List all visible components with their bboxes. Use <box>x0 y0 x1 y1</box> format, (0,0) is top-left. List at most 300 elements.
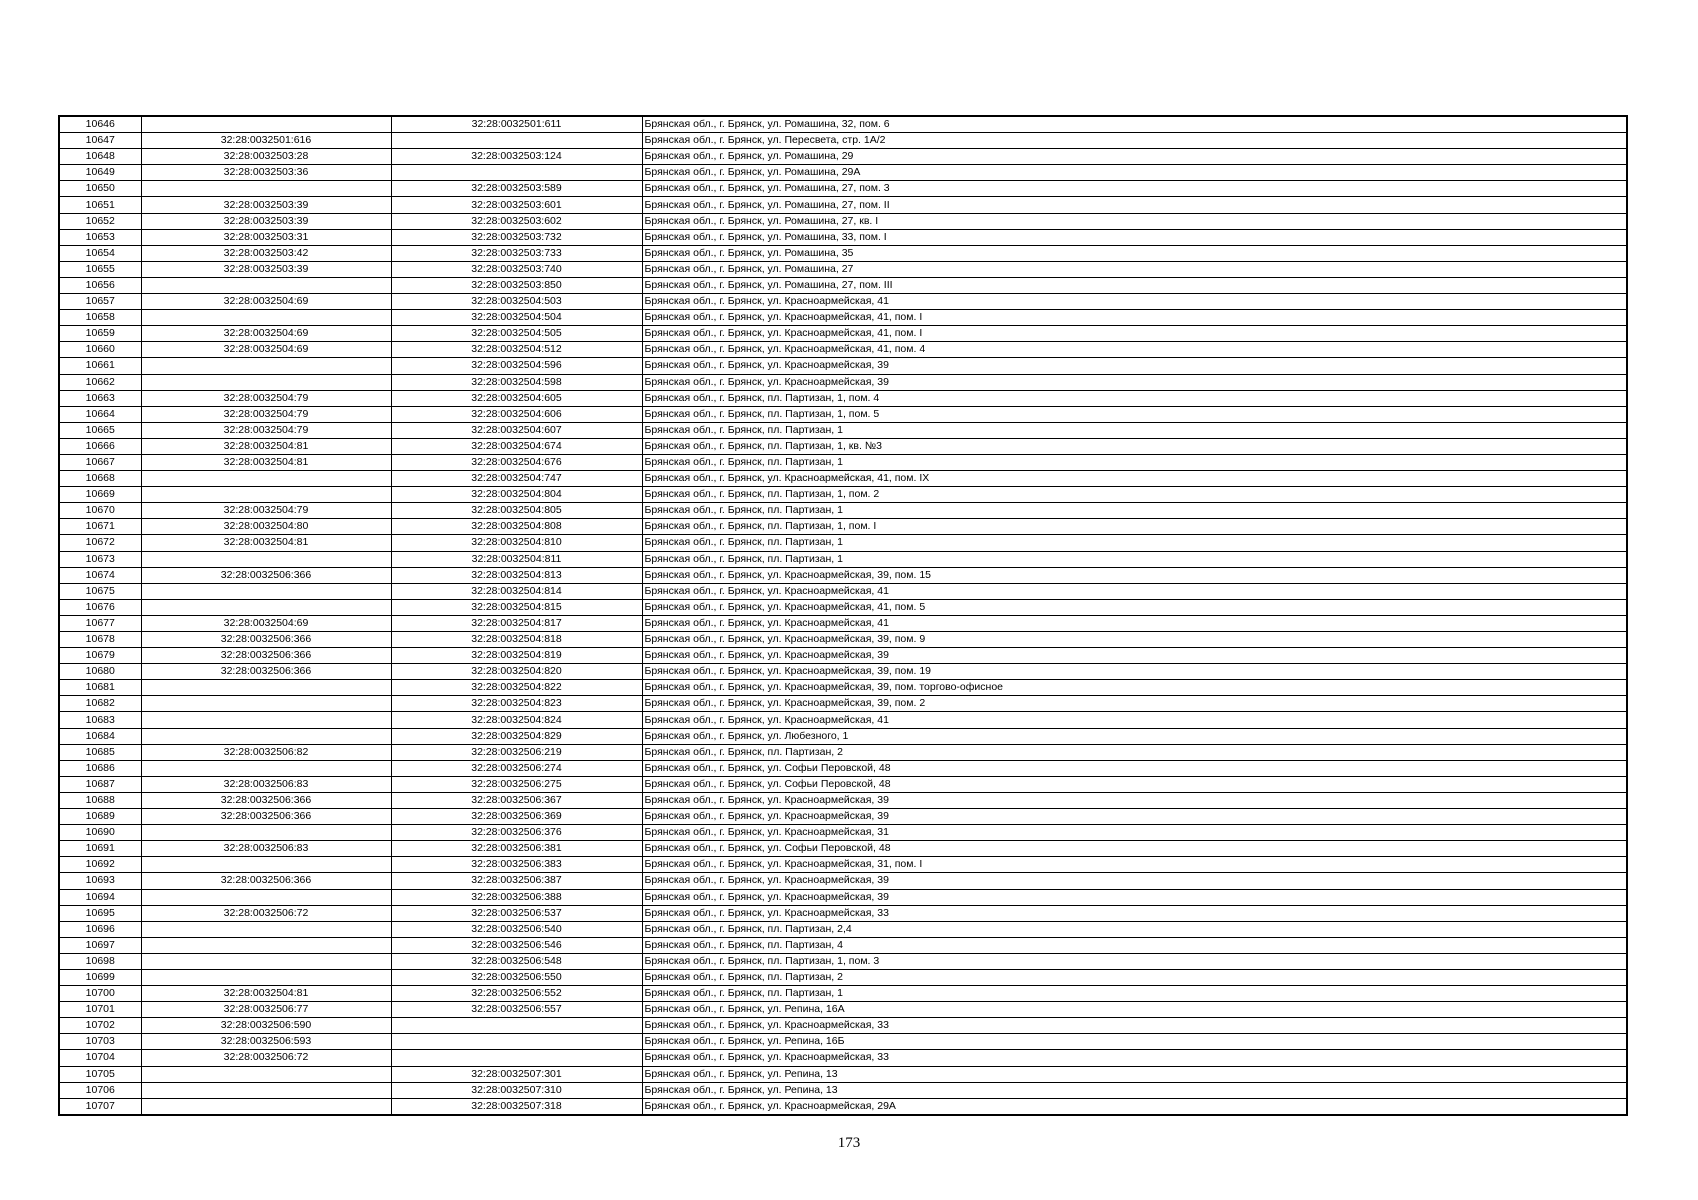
land-cadastral-number-cell <box>141 969 391 985</box>
object-cadastral-number-cell: 32:28:0032504:598 <box>391 374 642 390</box>
land-cadastral-number-cell: 32:28:0032506:366 <box>141 648 391 664</box>
object-cadastral-number-cell: 32:28:0032504:504 <box>391 310 642 326</box>
address-cell: Брянская обл., г. Брянск, ул. Софьи Перовской, 48 <box>642 841 1627 857</box>
table-row <box>59 857 1627 873</box>
row-number-cell: 10667 <box>59 454 141 470</box>
row-number-cell: 10694 <box>59 889 141 905</box>
table-row <box>59 1002 1627 1018</box>
row-number-cell: 10663 <box>59 390 141 406</box>
object-cadastral-number-cell: 32:28:0032506:383 <box>391 857 642 873</box>
object-cadastral-number-cell: 32:28:0032503:589 <box>391 181 642 197</box>
address-cell: Брянская обл., г. Брянск, ул. Ромашина, 27, кв. I <box>642 213 1627 229</box>
registry-table-body <box>59 116 1627 1115</box>
address-cell: Брянская обл., г. Брянск, ул. Репина, 13 <box>642 1082 1627 1098</box>
address-cell: Брянская обл., г. Брянск, пл. Партизан, 2,4 <box>642 921 1627 937</box>
table-row <box>59 245 1627 261</box>
object-cadastral-number-cell: 32:28:0032504:817 <box>391 615 642 631</box>
address-cell: Брянская обл., г. Брянск, ул. Красноармейская, 41, пом. 4 <box>642 342 1627 358</box>
land-cadastral-number-cell: 32:28:0032504:69 <box>141 326 391 342</box>
land-cadastral-number-cell: 32:28:0032501:616 <box>141 133 391 149</box>
row-number-cell: 10675 <box>59 583 141 599</box>
object-cadastral-number-cell: 32:28:0032503:602 <box>391 213 642 229</box>
object-cadastral-number-cell: 32:28:0032504:606 <box>391 406 642 422</box>
object-cadastral-number-cell <box>391 1050 642 1066</box>
land-cadastral-number-cell <box>141 116 391 133</box>
address-cell: Брянская обл., г. Брянск, пл. Партизан, 1, пом. 2 <box>642 487 1627 503</box>
row-number-cell: 10696 <box>59 921 141 937</box>
row-number-cell: 10685 <box>59 744 141 760</box>
object-cadastral-number-cell: 32:28:0032504:674 <box>391 438 642 454</box>
address-cell: Брянская обл., г. Брянск, ул. Красноармейская, 39 <box>642 648 1627 664</box>
table-row <box>59 149 1627 165</box>
table-row <box>59 599 1627 615</box>
address-cell: Брянская обл., г. Брянск, ул. Софьи Перовской, 48 <box>642 776 1627 792</box>
address-cell: Брянская обл., г. Брянск, ул. Красноармейская, 31 <box>642 825 1627 841</box>
row-number-cell: 10646 <box>59 116 141 133</box>
table-row <box>59 213 1627 229</box>
table-row <box>59 986 1627 1002</box>
land-cadastral-number-cell <box>141 953 391 969</box>
object-cadastral-number-cell: 32:28:0032504:503 <box>391 294 642 310</box>
table-row <box>59 889 1627 905</box>
address-cell: Брянская обл., г. Брянск, пл. Партизан, 1, пом. I <box>642 519 1627 535</box>
table-row <box>59 937 1627 953</box>
land-cadastral-number-cell <box>141 551 391 567</box>
land-cadastral-number-cell <box>141 583 391 599</box>
object-cadastral-number-cell: 32:28:0032506:537 <box>391 905 642 921</box>
row-number-cell: 10671 <box>59 519 141 535</box>
row-number-cell: 10670 <box>59 503 141 519</box>
row-number-cell: 10697 <box>59 937 141 953</box>
address-cell: Брянская обл., г. Брянск, ул. Красноармейская, 39, пом. 19 <box>642 664 1627 680</box>
table-row <box>59 712 1627 728</box>
row-number-cell: 10651 <box>59 197 141 213</box>
object-cadastral-number-cell: 32:28:0032506:557 <box>391 1002 642 1018</box>
table-row <box>59 921 1627 937</box>
land-cadastral-number-cell <box>141 1098 391 1115</box>
address-cell: Брянская обл., г. Брянск, ул. Красноармейская, 39 <box>642 809 1627 825</box>
object-cadastral-number-cell: 32:28:0032504:813 <box>391 567 642 583</box>
row-number-cell: 10704 <box>59 1050 141 1066</box>
row-number-cell: 10707 <box>59 1098 141 1115</box>
address-cell: Брянская обл., г. Брянск, ул. Ромашина, 27 <box>642 261 1627 277</box>
row-number-cell: 10649 <box>59 165 141 181</box>
address-cell: Брянская обл., г. Брянск, пл. Партизан, 2 <box>642 969 1627 985</box>
object-cadastral-number-cell: 32:28:0032503:733 <box>391 245 642 261</box>
address-cell: Брянская обл., г. Брянск, ул. Красноармейская, 39, пом. 2 <box>642 696 1627 712</box>
address-cell: Брянская обл., г. Брянск, ул. Красноармейская, 33 <box>642 1050 1627 1066</box>
row-number-cell: 10660 <box>59 342 141 358</box>
table-row <box>59 648 1627 664</box>
address-cell: Брянская обл., г. Брянск, пл. Партизан, 4 <box>642 937 1627 953</box>
table-row <box>59 294 1627 310</box>
address-cell: Брянская обл., г. Брянск, ул. Ромашина, 35 <box>642 245 1627 261</box>
table-row <box>59 1098 1627 1115</box>
address-cell: Брянская обл., г. Брянск, ул. Ромашина, 29 <box>642 149 1627 165</box>
land-cadastral-number-cell: 32:28:0032506:366 <box>141 792 391 808</box>
table-row <box>59 696 1627 712</box>
table-row <box>59 567 1627 583</box>
address-cell: Брянская обл., г. Брянск, ул. Ромашина, 27, пом. 3 <box>642 181 1627 197</box>
table-row <box>59 503 1627 519</box>
land-cadastral-number-cell: 32:28:0032506:77 <box>141 1002 391 1018</box>
table-row <box>59 454 1627 470</box>
table-row <box>59 632 1627 648</box>
row-number-cell: 10659 <box>59 326 141 342</box>
address-cell: Брянская обл., г. Брянск, ул. Ромашина, 32, пом. 6 <box>642 116 1627 133</box>
row-number-cell: 10703 <box>59 1034 141 1050</box>
land-cadastral-number-cell <box>141 857 391 873</box>
address-cell: Брянская обл., г. Брянск, пл. Партизан, 1 <box>642 422 1627 438</box>
row-number-cell: 10687 <box>59 776 141 792</box>
row-number-cell: 10658 <box>59 310 141 326</box>
object-cadastral-number-cell: 32:28:0032504:811 <box>391 551 642 567</box>
land-cadastral-number-cell: 32:28:0032506:82 <box>141 744 391 760</box>
row-number-cell: 10690 <box>59 825 141 841</box>
land-cadastral-number-cell <box>141 1066 391 1082</box>
registry-table <box>58 115 1628 1116</box>
table-row <box>59 116 1627 133</box>
row-number-cell: 10679 <box>59 648 141 664</box>
land-cadastral-number-cell: 32:28:0032506:366 <box>141 809 391 825</box>
land-cadastral-number-cell <box>141 487 391 503</box>
row-number-cell: 10664 <box>59 406 141 422</box>
land-cadastral-number-cell <box>141 471 391 487</box>
land-cadastral-number-cell: 32:28:0032504:79 <box>141 503 391 519</box>
row-number-cell: 10648 <box>59 149 141 165</box>
land-cadastral-number-cell <box>141 599 391 615</box>
row-number-cell: 10662 <box>59 374 141 390</box>
land-cadastral-number-cell: 32:28:0032506:72 <box>141 905 391 921</box>
object-cadastral-number-cell: 32:28:0032506:550 <box>391 969 642 985</box>
address-cell: Брянская обл., г. Брянск, пл. Партизан, 1, пом. 4 <box>642 390 1627 406</box>
land-cadastral-number-cell: 32:28:0032503:36 <box>141 165 391 181</box>
table-row <box>59 664 1627 680</box>
land-cadastral-number-cell <box>141 937 391 953</box>
land-cadastral-number-cell: 32:28:0032503:42 <box>141 245 391 261</box>
page-number: 173 <box>837 1135 861 1151</box>
table-row <box>59 809 1627 825</box>
row-number-cell: 10652 <box>59 213 141 229</box>
object-cadastral-number-cell: 32:28:0032504:814 <box>391 583 642 599</box>
object-cadastral-number-cell: 32:28:0032504:819 <box>391 648 642 664</box>
land-cadastral-number-cell: 32:28:0032504:69 <box>141 615 391 631</box>
object-cadastral-number-cell: 32:28:0032504:805 <box>391 503 642 519</box>
row-number-cell: 10695 <box>59 905 141 921</box>
table-row <box>59 1034 1627 1050</box>
row-number-cell: 10705 <box>59 1066 141 1082</box>
object-cadastral-number-cell: 32:28:0032507:310 <box>391 1082 642 1098</box>
row-number-cell: 10681 <box>59 680 141 696</box>
row-number-cell: 10706 <box>59 1082 141 1098</box>
row-number-cell: 10674 <box>59 567 141 583</box>
object-cadastral-number-cell: 32:28:0032506:546 <box>391 937 642 953</box>
land-cadastral-number-cell <box>141 921 391 937</box>
land-cadastral-number-cell: 32:28:0032506:366 <box>141 664 391 680</box>
object-cadastral-number-cell: 32:28:0032507:301 <box>391 1066 642 1082</box>
row-number-cell: 10701 <box>59 1002 141 1018</box>
address-cell: Брянская обл., г. Брянск, ул. Репина, 16Б <box>642 1034 1627 1050</box>
row-number-cell: 10680 <box>59 664 141 680</box>
address-cell: Брянская обл., г. Брянск, ул. Красноармейская, 33 <box>642 1018 1627 1034</box>
land-cadastral-number-cell <box>141 825 391 841</box>
row-number-cell: 10684 <box>59 728 141 744</box>
object-cadastral-number-cell <box>391 1034 642 1050</box>
land-cadastral-number-cell: 32:28:0032506:72 <box>141 1050 391 1066</box>
address-cell: Брянская обл., г. Брянск, ул. Красноармейская, 41 <box>642 294 1627 310</box>
table-row <box>59 197 1627 213</box>
table-row <box>59 760 1627 776</box>
object-cadastral-number-cell <box>391 165 642 181</box>
table-row <box>59 1082 1627 1098</box>
table-row <box>59 776 1627 792</box>
object-cadastral-number-cell: 32:28:0032506:275 <box>391 776 642 792</box>
land-cadastral-number-cell: 32:28:0032504:79 <box>141 406 391 422</box>
object-cadastral-number-cell: 32:28:0032506:540 <box>391 921 642 937</box>
table-row <box>59 487 1627 503</box>
object-cadastral-number-cell: 32:28:0032506:274 <box>391 760 642 776</box>
land-cadastral-number-cell: 32:28:0032506:83 <box>141 841 391 857</box>
land-cadastral-number-cell: 32:28:0032503:39 <box>141 197 391 213</box>
object-cadastral-number-cell: 32:28:0032504:605 <box>391 390 642 406</box>
address-cell: Брянская обл., г. Брянск, пл. Партизан, 1 <box>642 503 1627 519</box>
address-cell: Брянская обл., г. Брянск, ул. Красноармейская, 33 <box>642 905 1627 921</box>
object-cadastral-number-cell: 32:28:0032504:808 <box>391 519 642 535</box>
address-cell: Брянская обл., г. Брянск, ул. Красноармейская, 39 <box>642 792 1627 808</box>
address-cell: Брянская обл., г. Брянск, ул. Красноармейская, 39, пом. 15 <box>642 567 1627 583</box>
table-row <box>59 422 1627 438</box>
row-number-cell: 10653 <box>59 229 141 245</box>
row-number-cell: 10647 <box>59 133 141 149</box>
row-number-cell: 10661 <box>59 358 141 374</box>
row-number-cell: 10702 <box>59 1018 141 1034</box>
table-row <box>59 615 1627 631</box>
object-cadastral-number-cell: 32:28:0032503:124 <box>391 149 642 165</box>
object-cadastral-number-cell: 32:28:0032503:740 <box>391 261 642 277</box>
row-number-cell: 10672 <box>59 535 141 551</box>
address-cell: Брянская обл., г. Брянск, ул. Красноармейская, 41 <box>642 583 1627 599</box>
row-number-cell: 10689 <box>59 809 141 825</box>
land-cadastral-number-cell: 32:28:0032504:69 <box>141 294 391 310</box>
land-cadastral-number-cell <box>141 889 391 905</box>
row-number-cell: 10683 <box>59 712 141 728</box>
land-cadastral-number-cell: 32:28:0032506:366 <box>141 632 391 648</box>
address-cell: Брянская обл., г. Брянск, ул. Ромашина, 29А <box>642 165 1627 181</box>
row-number-cell: 10656 <box>59 277 141 293</box>
table-row <box>59 342 1627 358</box>
table-row <box>59 1050 1627 1066</box>
address-cell: Брянская обл., г. Брянск, ул. Репина, 13 <box>642 1066 1627 1082</box>
table-row <box>59 583 1627 599</box>
address-cell: Брянская обл., г. Брянск, пл. Партизан, 1 <box>642 551 1627 567</box>
land-cadastral-number-cell: 32:28:0032504:81 <box>141 535 391 551</box>
land-cadastral-number-cell <box>141 760 391 776</box>
row-number-cell: 10692 <box>59 857 141 873</box>
row-number-cell: 10688 <box>59 792 141 808</box>
land-cadastral-number-cell: 32:28:0032506:593 <box>141 1034 391 1050</box>
table-row <box>59 181 1627 197</box>
land-cadastral-number-cell <box>141 680 391 696</box>
land-cadastral-number-cell <box>141 712 391 728</box>
address-cell: Брянская обл., г. Брянск, пл. Партизан, 1 <box>642 535 1627 551</box>
land-cadastral-number-cell: 32:28:0032504:80 <box>141 519 391 535</box>
table-row <box>59 1066 1627 1082</box>
table-row <box>59 519 1627 535</box>
row-number-cell: 10676 <box>59 599 141 615</box>
address-cell: Брянская обл., г. Брянск, ул. Красноармейская, 39, пом. торгово-офисное <box>642 680 1627 696</box>
land-cadastral-number-cell: 32:28:0032504:79 <box>141 390 391 406</box>
object-cadastral-number-cell: 32:28:0032504:512 <box>391 342 642 358</box>
object-cadastral-number-cell: 32:28:0032503:601 <box>391 197 642 213</box>
object-cadastral-number-cell <box>391 133 642 149</box>
object-cadastral-number-cell: 32:28:0032506:369 <box>391 809 642 825</box>
row-number-cell: 10655 <box>59 261 141 277</box>
row-number-cell: 10699 <box>59 969 141 985</box>
object-cadastral-number-cell: 32:28:0032504:823 <box>391 696 642 712</box>
object-cadastral-number-cell: 32:28:0032504:820 <box>391 664 642 680</box>
table-row <box>59 535 1627 551</box>
address-cell: Брянская обл., г. Брянск, пл. Партизан, 1, пом. 3 <box>642 953 1627 969</box>
table-row <box>59 310 1627 326</box>
row-number-cell: 10682 <box>59 696 141 712</box>
land-cadastral-number-cell: 32:28:0032503:39 <box>141 213 391 229</box>
row-number-cell: 10698 <box>59 953 141 969</box>
object-cadastral-number-cell: 32:28:0032504:596 <box>391 358 642 374</box>
object-cadastral-number-cell: 32:28:0032504:829 <box>391 728 642 744</box>
address-cell: Брянская обл., г. Брянск, ул. Любезного, 1 <box>642 728 1627 744</box>
land-cadastral-number-cell <box>141 277 391 293</box>
object-cadastral-number-cell: 32:28:0032504:815 <box>391 599 642 615</box>
table-row <box>59 1018 1627 1034</box>
object-cadastral-number-cell: 32:28:0032507:318 <box>391 1098 642 1115</box>
address-cell: Брянская обл., г. Брянск, ул. Красноармейская, 41 <box>642 712 1627 728</box>
land-cadastral-number-cell: 32:28:0032504:81 <box>141 438 391 454</box>
address-cell: Брянская обл., г. Брянск, пл. Партизан, 1 <box>642 986 1627 1002</box>
object-cadastral-number-cell: 32:28:0032506:388 <box>391 889 642 905</box>
address-cell: Брянская обл., г. Брянск, пл. Партизан, 2 <box>642 744 1627 760</box>
table-row <box>59 229 1627 245</box>
address-cell: Брянская обл., г. Брянск, ул. Ромашина, 33, пом. I <box>642 229 1627 245</box>
object-cadastral-number-cell: 32:28:0032504:810 <box>391 535 642 551</box>
address-cell: Брянская обл., г. Брянск, ул. Ромашина, 27, пом. III <box>642 277 1627 293</box>
row-number-cell: 10700 <box>59 986 141 1002</box>
address-cell: Брянская обл., г. Брянск, ул. Красноармейская, 41, пом. I <box>642 326 1627 342</box>
land-cadastral-number-cell: 32:28:0032503:39 <box>141 261 391 277</box>
table-row <box>59 728 1627 744</box>
address-cell: Брянская обл., г. Брянск, ул. Красноармейская, 39 <box>642 374 1627 390</box>
address-cell: Брянская обл., г. Брянск, ул. Красноармейская, 41, пом. 5 <box>642 599 1627 615</box>
table-row <box>59 438 1627 454</box>
address-cell: Брянская обл., г. Брянск, ул. Красноармейская, 41, пом. IX <box>642 471 1627 487</box>
object-cadastral-number-cell: 32:28:0032506:376 <box>391 825 642 841</box>
object-cadastral-number-cell: 32:28:0032506:548 <box>391 953 642 969</box>
table-row <box>59 905 1627 921</box>
object-cadastral-number-cell: 32:28:0032504:607 <box>391 422 642 438</box>
land-cadastral-number-cell: 32:28:0032504:69 <box>141 342 391 358</box>
row-number-cell: 10665 <box>59 422 141 438</box>
land-cadastral-number-cell: 32:28:0032504:79 <box>141 422 391 438</box>
land-cadastral-number-cell <box>141 181 391 197</box>
address-cell: Брянская обл., г. Брянск, ул. Пересвета, стр. 1А/2 <box>642 133 1627 149</box>
land-cadastral-number-cell: 32:28:0032506:366 <box>141 567 391 583</box>
land-cadastral-number-cell: 32:28:0032504:81 <box>141 454 391 470</box>
object-cadastral-number-cell: 32:28:0032506:552 <box>391 986 642 1002</box>
row-number-cell: 10691 <box>59 841 141 857</box>
land-cadastral-number-cell: 32:28:0032506:83 <box>141 776 391 792</box>
land-cadastral-number-cell: 32:28:0032504:81 <box>141 986 391 1002</box>
table-row <box>59 326 1627 342</box>
object-cadastral-number-cell: 32:28:0032501:611 <box>391 116 642 133</box>
land-cadastral-number-cell <box>141 728 391 744</box>
address-cell: Брянская обл., г. Брянск, пл. Партизан, 1, кв. №3 <box>642 438 1627 454</box>
table-row <box>59 277 1627 293</box>
row-number-cell: 10657 <box>59 294 141 310</box>
object-cadastral-number-cell: 32:28:0032504:747 <box>391 471 642 487</box>
table-row <box>59 406 1627 422</box>
object-cadastral-number-cell: 32:28:0032506:387 <box>391 873 642 889</box>
table-row <box>59 358 1627 374</box>
land-cadastral-number-cell <box>141 1082 391 1098</box>
object-cadastral-number-cell: 32:28:0032504:676 <box>391 454 642 470</box>
address-cell: Брянская обл., г. Брянск, ул. Красноармейская, 29А <box>642 1098 1627 1115</box>
address-cell: Брянская обл., г. Брянск, ул. Красноармейская, 39 <box>642 358 1627 374</box>
table-row <box>59 261 1627 277</box>
address-cell: Брянская обл., г. Брянск, ул. Репина, 16А <box>642 1002 1627 1018</box>
table-row <box>59 374 1627 390</box>
row-number-cell: 10686 <box>59 760 141 776</box>
row-number-cell: 10650 <box>59 181 141 197</box>
table-row <box>59 390 1627 406</box>
table-row <box>59 953 1627 969</box>
object-cadastral-number-cell <box>391 1018 642 1034</box>
table-row <box>59 680 1627 696</box>
address-cell: Брянская обл., г. Брянск, ул. Красноармейская, 39, пом. 9 <box>642 632 1627 648</box>
address-cell: Брянская обл., г. Брянск, пл. Партизан, 1 <box>642 454 1627 470</box>
object-cadastral-number-cell: 32:28:0032504:822 <box>391 680 642 696</box>
object-cadastral-number-cell: 32:28:0032506:367 <box>391 792 642 808</box>
land-cadastral-number-cell: 32:28:0032503:31 <box>141 229 391 245</box>
row-number-cell: 10677 <box>59 615 141 631</box>
address-cell: Брянская обл., г. Брянск, ул. Ромашина, 27, пом. II <box>642 197 1627 213</box>
address-cell: Брянская обл., г. Брянск, ул. Красноармейская, 41 <box>642 615 1627 631</box>
row-number-cell: 10678 <box>59 632 141 648</box>
address-cell: Брянская обл., г. Брянск, ул. Красноармейская, 39 <box>642 889 1627 905</box>
address-cell: Брянская обл., г. Брянск, ул. Красноармейская, 39 <box>642 873 1627 889</box>
object-cadastral-number-cell: 32:28:0032503:732 <box>391 229 642 245</box>
land-cadastral-number-cell: 32:28:0032503:28 <box>141 149 391 165</box>
table-row <box>59 841 1627 857</box>
table-row <box>59 969 1627 985</box>
table-row <box>59 744 1627 760</box>
address-cell: Брянская обл., г. Брянск, ул. Софьи Перовской, 48 <box>642 760 1627 776</box>
table-row <box>59 825 1627 841</box>
table-row <box>59 471 1627 487</box>
object-cadastral-number-cell: 32:28:0032506:381 <box>391 841 642 857</box>
table-row <box>59 873 1627 889</box>
row-number-cell: 10669 <box>59 487 141 503</box>
land-cadastral-number-cell: 32:28:0032506:590 <box>141 1018 391 1034</box>
table-row <box>59 551 1627 567</box>
object-cadastral-number-cell: 32:28:0032504:505 <box>391 326 642 342</box>
table-row <box>59 165 1627 181</box>
row-number-cell: 10666 <box>59 438 141 454</box>
object-cadastral-number-cell: 32:28:0032506:219 <box>391 744 642 760</box>
table-row <box>59 133 1627 149</box>
land-cadastral-number-cell <box>141 310 391 326</box>
land-cadastral-number-cell: 32:28:0032506:366 <box>141 873 391 889</box>
object-cadastral-number-cell: 32:28:0032504:818 <box>391 632 642 648</box>
object-cadastral-number-cell: 32:28:0032504:804 <box>391 487 642 503</box>
